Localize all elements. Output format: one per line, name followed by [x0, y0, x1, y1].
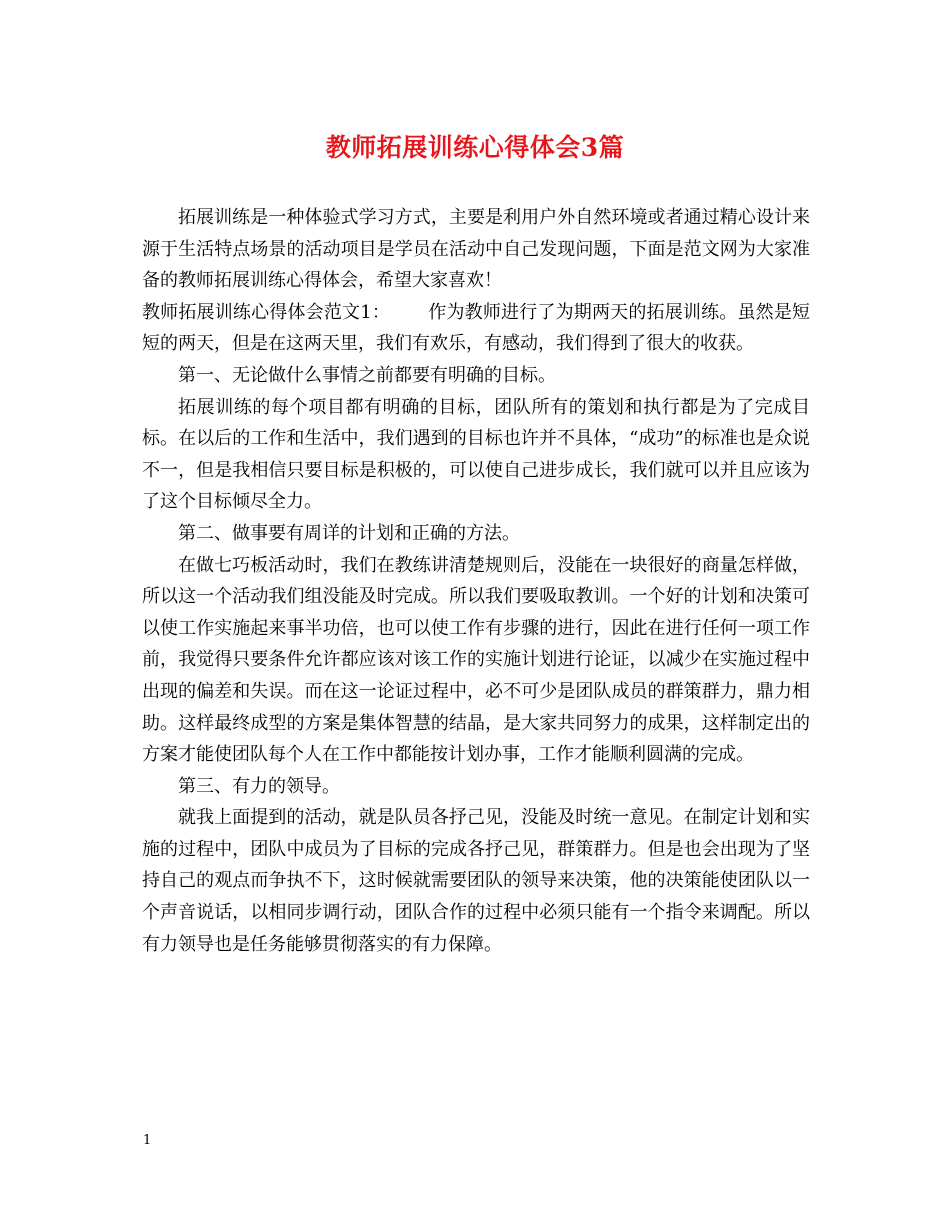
document-title: 教师拓展训练心得体会3篇: [325, 133, 625, 162]
point-three-heading: 第三、有力的领导。: [178, 775, 340, 797]
document-body: [142, 202, 810, 960]
point-three-body: 就我上面提到的活动，就是队员各抒己见，没能及时统一意见。在制定计划和实施的过程中，团队中成员为了目标的完成各抒己见，群策群力。但是也会出现为了坚持自己的观点而争执不下，这时候就需要团队的领导来决策，他的决策能使团队以一个声音说话，以相同步调行动，团队合作的过程中必须只能有一个指令来调配。所以有力领导也是任务能够贯彻落实的有力保障。: [142, 807, 810, 955]
point-two-body: 在做七巧板活动时，我们在教练讲清楚规则后，没能在一块很好的商量怎样做，所以这一个活动我们组没能及时完成。所以我们要吸取教训。一个好的计划和决策可以使工作实施起来事半功倍，也可以使工作有步骤的进行，因此在进行任何一项工作前，我觉得只要条件允许都应该对该工作的实施计划进行论证，以减少在实施过程中出现的偏差和失误。而在这一论证过程中，必不可少是团队成员的群策群力，鼎力相助。这样最终成型的方案是集体智慧的结晶，是大家共同努力的成果，这样制定出的方案才能使团队每个人在工作中都能按计划办事，工作才能顺利圆满的完成。: [142, 554, 810, 766]
point-one-heading: 第一、无论做什么事情之前都要有明确的目标。: [178, 364, 556, 386]
point-one-body: 拓展训练的每个项目都有明确的目标，团队所有的策划和执行都是为了完成目标。在以后的工作和生活中，我们遇到的目标也许并不具体，“成功”的标准也是众说不一，但是我相信只要目标是积极的，可以使自己进步成长，我们就可以并且应该为了这个目标倾尽全力。: [142, 396, 810, 513]
intro-paragraph: 拓展训练是一种体验式学习方式，主要是利用户外自然环境或者通过精心设计来源于生活特点场景的活动项目是学员在活动中自己发现问题，下面是范文网为大家准备的教师拓展训练心得体会，希望大家喜欢！: [142, 207, 810, 292]
page-number: 1: [143, 1133, 152, 1148]
sample-paragraph: [142, 297, 810, 360]
point-two-heading: 第二、做事要有周详的计划和正确的方法。: [178, 522, 520, 544]
sample-label: 教师拓展训练心得体会范文1：: [142, 301, 391, 323]
sample-opening: 作为教师进行了为期两天的拓展训练。虽然是短短的两天，但是在这两天里，我们有欢乐，有感动，我们得到了很大的收获。: [142, 301, 811, 355]
